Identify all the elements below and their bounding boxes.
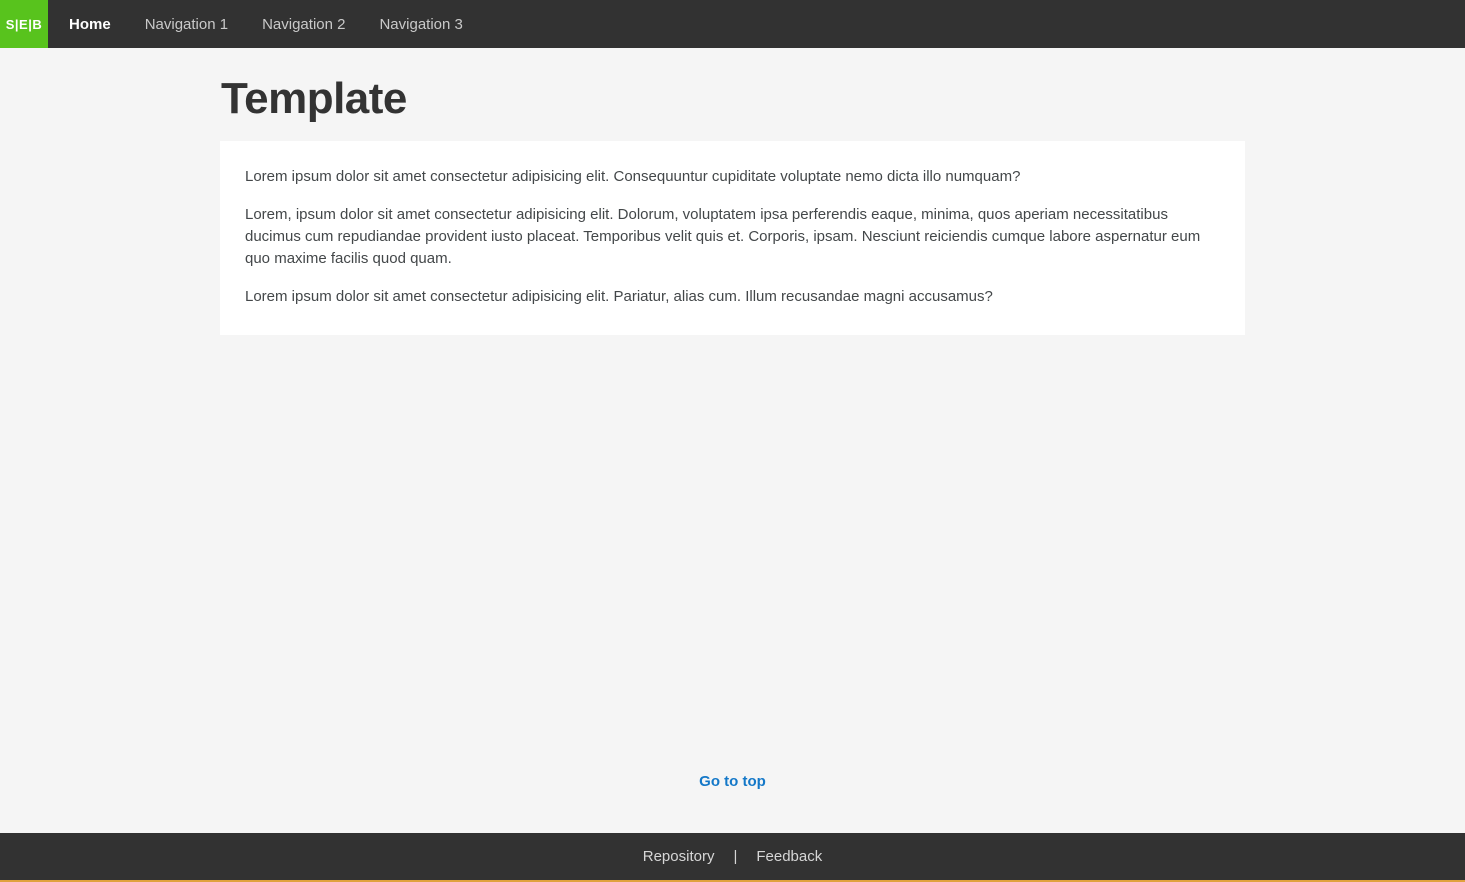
paragraph-2: Lorem, ipsum dolor sit amet consectetur adipisicing elit. Dolorum, voluptatem ipsa perferendis eaque, minima, quos aperiam necessitatibus ducimus cum repudiandae provident iusto placeat. Temporibus velit quis et. Corporis, ipsam. Nesciunt reiciendis cumque labore aspernatur eum quo maxime facilis quod quam. — [245, 206, 1201, 267]
paragraph-1: Lorem ipsum dolor sit amet consectetur adipisicing elit. Consequuntur cupiditate voluptate nemo dicta illo numquam? — [245, 168, 1021, 185]
repository-link[interactable]: Repository — [642, 848, 715, 865]
page-footer — [0, 833, 1465, 882]
nav-item-navigation-3[interactable]: Navigation 3 — [379, 15, 463, 33]
nav-item-home[interactable]: Home — [69, 15, 111, 33]
footer-separator: | — [733, 848, 738, 865]
feedback-link[interactable]: Feedback — [756, 848, 823, 865]
content-card — [220, 141, 1245, 335]
go-to-top-link[interactable]: Go to top — [699, 773, 766, 790]
top-navbar — [0, 0, 1465, 48]
go-to-top-container — [220, 773, 1245, 833]
main-navigation — [52, 0, 480, 48]
paragraph-3: Lorem ipsum dolor sit amet consectetur adipisicing elit. Pariatur, alias cum. Illum recusandae magni accusamus? — [245, 288, 993, 305]
main-content — [220, 48, 1245, 833]
seb-logo[interactable]: S|E|B — [0, 0, 48, 48]
nav-item-navigation-1[interactable]: Navigation 1 — [144, 15, 229, 33]
nav-item-navigation-2[interactable]: Navigation 2 — [262, 15, 346, 33]
page-title: Template — [221, 74, 407, 123]
